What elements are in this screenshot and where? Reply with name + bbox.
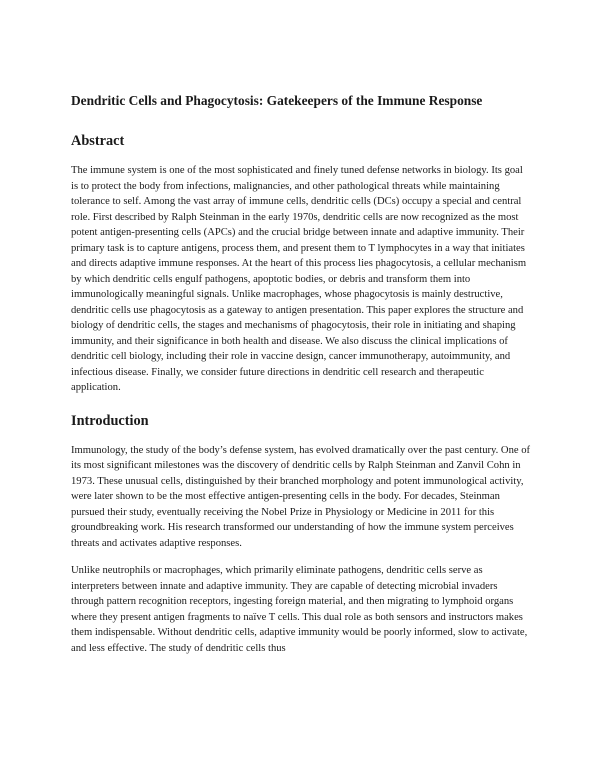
introduction-paragraph-1: Immunology, the study of the body’s defense system, has evolved dramatically over the past century. One of its most significant milestones was the discovery of dendritic cells by Ralph Steinman and Zanvil Cohn in 1973. These unusual cells, distinguished by their branched morphology and potent immunological activity, were later shown to be the most effective antigen-presenting cells in the body. For decades, Steinman pursued their study, eventually receiving the Nobel Prize in Physiology or Medicine in 2011 for this groundbreaking work. His research transformed our understanding of how the immune system perceives threats and activates adaptive responses. bbox=[71, 444, 531, 549]
paper-title: Dendritic Cells and Phagocytosis: Gatekeepers of the Immune Response bbox=[71, 93, 483, 108]
introduction-heading: Introduction bbox=[71, 412, 149, 429]
abstract-heading: Abstract bbox=[71, 133, 125, 149]
abstract-paragraph: The immune system is one of the most sophisticated and finely tuned defense networks in biology. Its goal is to protect the body from infections, malignancies, and other pathological threats while maintaining tolerance to self. Among the vast array of immune cells, dendritic cells (DCs) occupy a special and central role. First described by Ralph Steinman in the early 1970s, dendritic cells are now recognized as the most potent antigen-presenting cells (APCs) and the crucial bridge between innate and adaptive immunity. Their primary task is to capture antigens, process them, and present them to T lymphocytes in a way that initiates and directs adaptive immune responses. At the heart of this process lies phagocytosis, a cellular mechanism by which dendritic cells engulf pathogens, apoptotic bodies, or debris and transform them into immunologically meaningful signals. Unlike macrophages, whose phagocytosis is mainly destructive, dendritic cells use phagocytosis as a gateway to antigen presentation. This paper explores the structure and biology of dendritic cells, the stages and mechanisms of phagocytosis, their role in initiating and shaping immunity, and their significance in both health and disease. We also discuss the clinical implications of dendritic cell biology, including their role in vaccine design, cancer immunotherapy, autoimmunity, and infectious disease. Finally, we consider future directions in dendritic cell research and therapeutic application. bbox=[71, 165, 527, 393]
abstract-section bbox=[71, 132, 531, 396]
paper-page bbox=[71, 92, 531, 656]
introduction-paragraph-2: Unlike neutrophils or macrophages, which primarily eliminate pathogens, dendritic cells serve as interpreters between innate and adaptive immunity. They are capable of detecting microbial invaders through pattern recognition receptors, ingesting foreign material, and then migrating to lymphoid organs where they present antigen fragments to naïve T cells. This dual role as both sensors and instructors makes them indispensable. Without dendritic cells, adaptive immunity would be poorly informed, slow to activate, and less effective. The study of dendritic cells thus bbox=[71, 565, 528, 654]
introduction-section bbox=[71, 412, 531, 657]
